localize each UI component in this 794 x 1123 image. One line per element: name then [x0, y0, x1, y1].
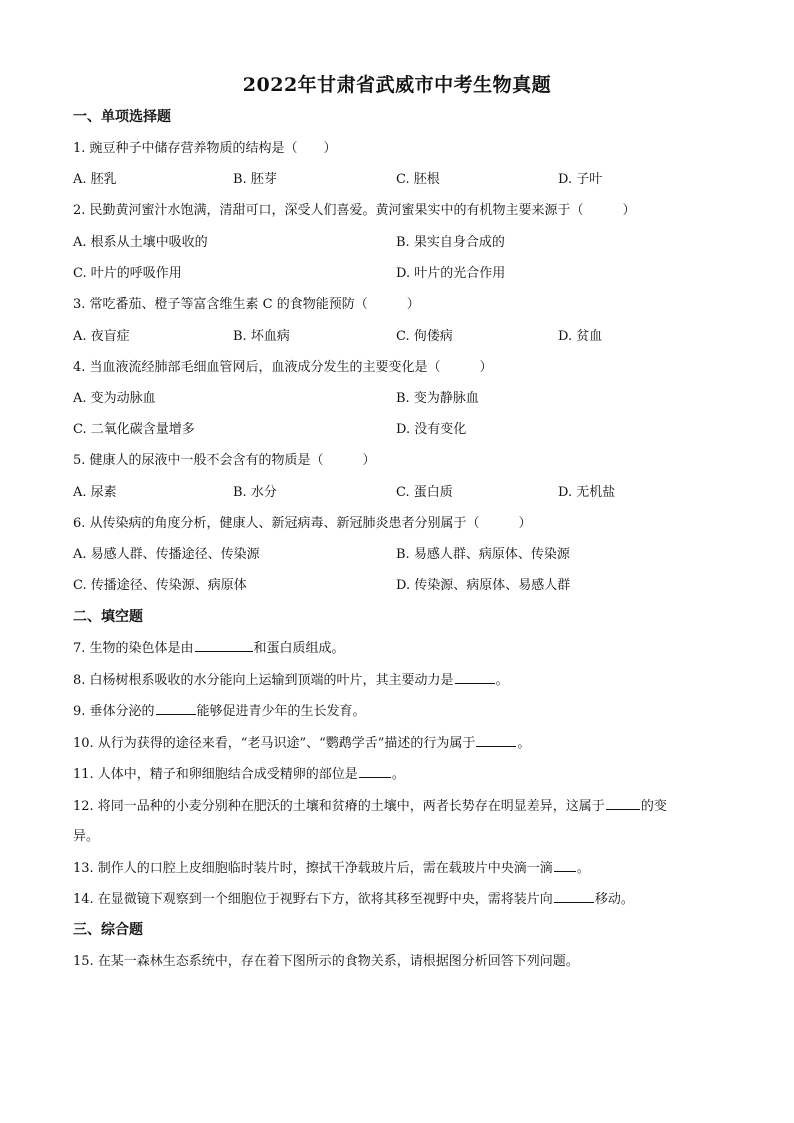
question-8 — [73, 671, 509, 690]
question-1-option-d: D. 子叶 — [558, 172, 603, 187]
question-13-text-post: 。 — [576, 861, 590, 876]
question-4-option-c: C. 二氧化碳含量增多 — [73, 422, 195, 437]
question-3-option-a: A. 夜盲症 — [73, 329, 130, 344]
question-11-text-post: 。 — [391, 767, 405, 782]
question-7-text-pre: 7. 生物的染色体是由 — [73, 641, 194, 656]
question-10-text-post: 。 — [517, 736, 531, 751]
question-14-blank[interactable] — [554, 890, 594, 903]
question-8-blank[interactable] — [455, 671, 495, 684]
question-12-blank[interactable] — [606, 797, 640, 810]
question-8-text-pre: 8. 白杨树根系吸收的水分能向上运输到顶端的叶片，其主要动力是 — [73, 673, 454, 688]
question-11-blank[interactable] — [359, 765, 391, 778]
question-1-option-b: B. 胚芽 — [233, 172, 277, 187]
question-6-option-a: A. 易感人群、传播途径、传染源 — [73, 547, 260, 562]
question-6-option-d: D. 传染源、病原体、易感人群 — [396, 578, 571, 593]
question-2-option-b: B. 果实自身合成的 — [396, 235, 505, 250]
question-4-stem: 4. 当血液流经肺部毛细血管网后，血液成分发生的主要变化是（ ） — [73, 360, 493, 375]
question-5-stem: 5. 健康人的尿液中一般不会含有的物质是（ ） — [73, 453, 376, 468]
question-4-option-d: D. 没有变化 — [396, 422, 467, 437]
question-10-text-pre: 10. 从行为获得的途径来看，“老马识途”、“鹦鹉学舌”描述的行为属于 — [73, 736, 476, 751]
question-9-blank[interactable] — [156, 702, 196, 715]
question-12 — [73, 797, 667, 816]
question-14-text-post: 移动。 — [594, 892, 634, 907]
question-9 — [73, 702, 366, 721]
question-13-blank[interactable] — [554, 859, 576, 872]
section-heading-fill-blank: 二、填空题 — [73, 609, 143, 625]
question-4-option-b: B. 变为静脉血 — [396, 391, 479, 406]
question-1-option-c: C. 胚根 — [396, 172, 440, 187]
question-3-option-b: B. 坏血病 — [233, 329, 290, 344]
question-2-option-a: A. 根系从土壤中吸收的 — [73, 235, 208, 250]
question-15-stem: 15. 在某一森林生态系统中，存在着下图所示的食物关系，请根据图分析回答下列问题。 — [73, 954, 579, 969]
question-1-stem: 1. 豌豆种子中储存营养物质的结构是（ ） — [73, 141, 337, 156]
question-13-text-pre: 13. 制作人的口腔上皮细胞临时装片时，擦拭干净载玻片后，需在载玻片中央滴一滴 — [73, 861, 553, 876]
question-7-blank[interactable] — [195, 639, 253, 652]
question-2-option-c: C. 叶片的呼吸作用 — [73, 266, 182, 281]
question-3-stem: 3. 常吃番茄、橙子等富含维生素 C 的食物能预防（ ） — [73, 297, 420, 312]
question-3-option-c: C. 佝偻病 — [396, 329, 453, 344]
question-6-stem: 6. 从传染病的角度分析，健康人、新冠病毒、新冠肺炎患者分别属于（ ） — [73, 516, 532, 531]
question-13 — [73, 859, 590, 878]
question-5-option-c: C. 蛋白质 — [396, 485, 453, 500]
question-5-option-a: A. 尿素 — [73, 485, 117, 500]
question-7-text-post: 和蛋白质组成。 — [253, 641, 345, 656]
page-title: 2022年甘肃省武威市中考生物真题 — [242, 74, 552, 96]
question-6-option-b: B. 易感人群、病原体、传染源 — [396, 547, 570, 562]
question-11 — [73, 765, 405, 784]
question-12-continuation: 异。 — [73, 829, 100, 844]
question-9-text-post: 能够促进青少年的生长发育。 — [196, 704, 366, 719]
section-heading-comprehensive: 三、综合题 — [73, 922, 143, 938]
question-14-text-pre: 14. 在显微镜下观察到一个细胞位于视野右下方，欲将其移至视野中央，需将装片向 — [73, 892, 553, 907]
question-14 — [73, 890, 634, 909]
question-10-blank[interactable] — [476, 734, 516, 747]
question-12-text-post: 的变 — [640, 799, 667, 814]
question-6-option-c: C. 传播途径、传染源、病原体 — [73, 578, 247, 593]
question-7 — [73, 639, 345, 658]
question-2-option-d: D. 叶片的光合作用 — [396, 266, 506, 281]
question-9-text-pre: 9. 垂体分泌的 — [73, 704, 155, 719]
question-5-option-b: B. 水分 — [233, 485, 277, 500]
question-8-text-post: 。 — [495, 673, 509, 688]
question-1-option-a: A. 胚乳 — [73, 172, 117, 187]
question-3-option-d: D. 贫血 — [558, 329, 603, 344]
section-heading-single-choice: 一、单项选择题 — [73, 109, 171, 125]
question-2-stem: 2. 民勤黄河蜜汁水饱满，清甜可口，深受人们喜爱。黄河蜜果实中的有机物主要来源于（ ） — [73, 203, 636, 218]
question-11-text-pre: 11. 人体中，精子和卵细胞结合成受精卵的部位是 — [73, 767, 358, 782]
question-5-option-d: D. 无机盐 — [558, 485, 616, 500]
question-10 — [73, 734, 530, 753]
question-4-option-a: A. 变为动脉血 — [73, 391, 156, 406]
question-12-text-pre: 12. 将同一品种的小麦分别种在肥沃的土壤和贫瘠的土壤中，两者长势存在明显差异，这属于 — [73, 799, 605, 814]
